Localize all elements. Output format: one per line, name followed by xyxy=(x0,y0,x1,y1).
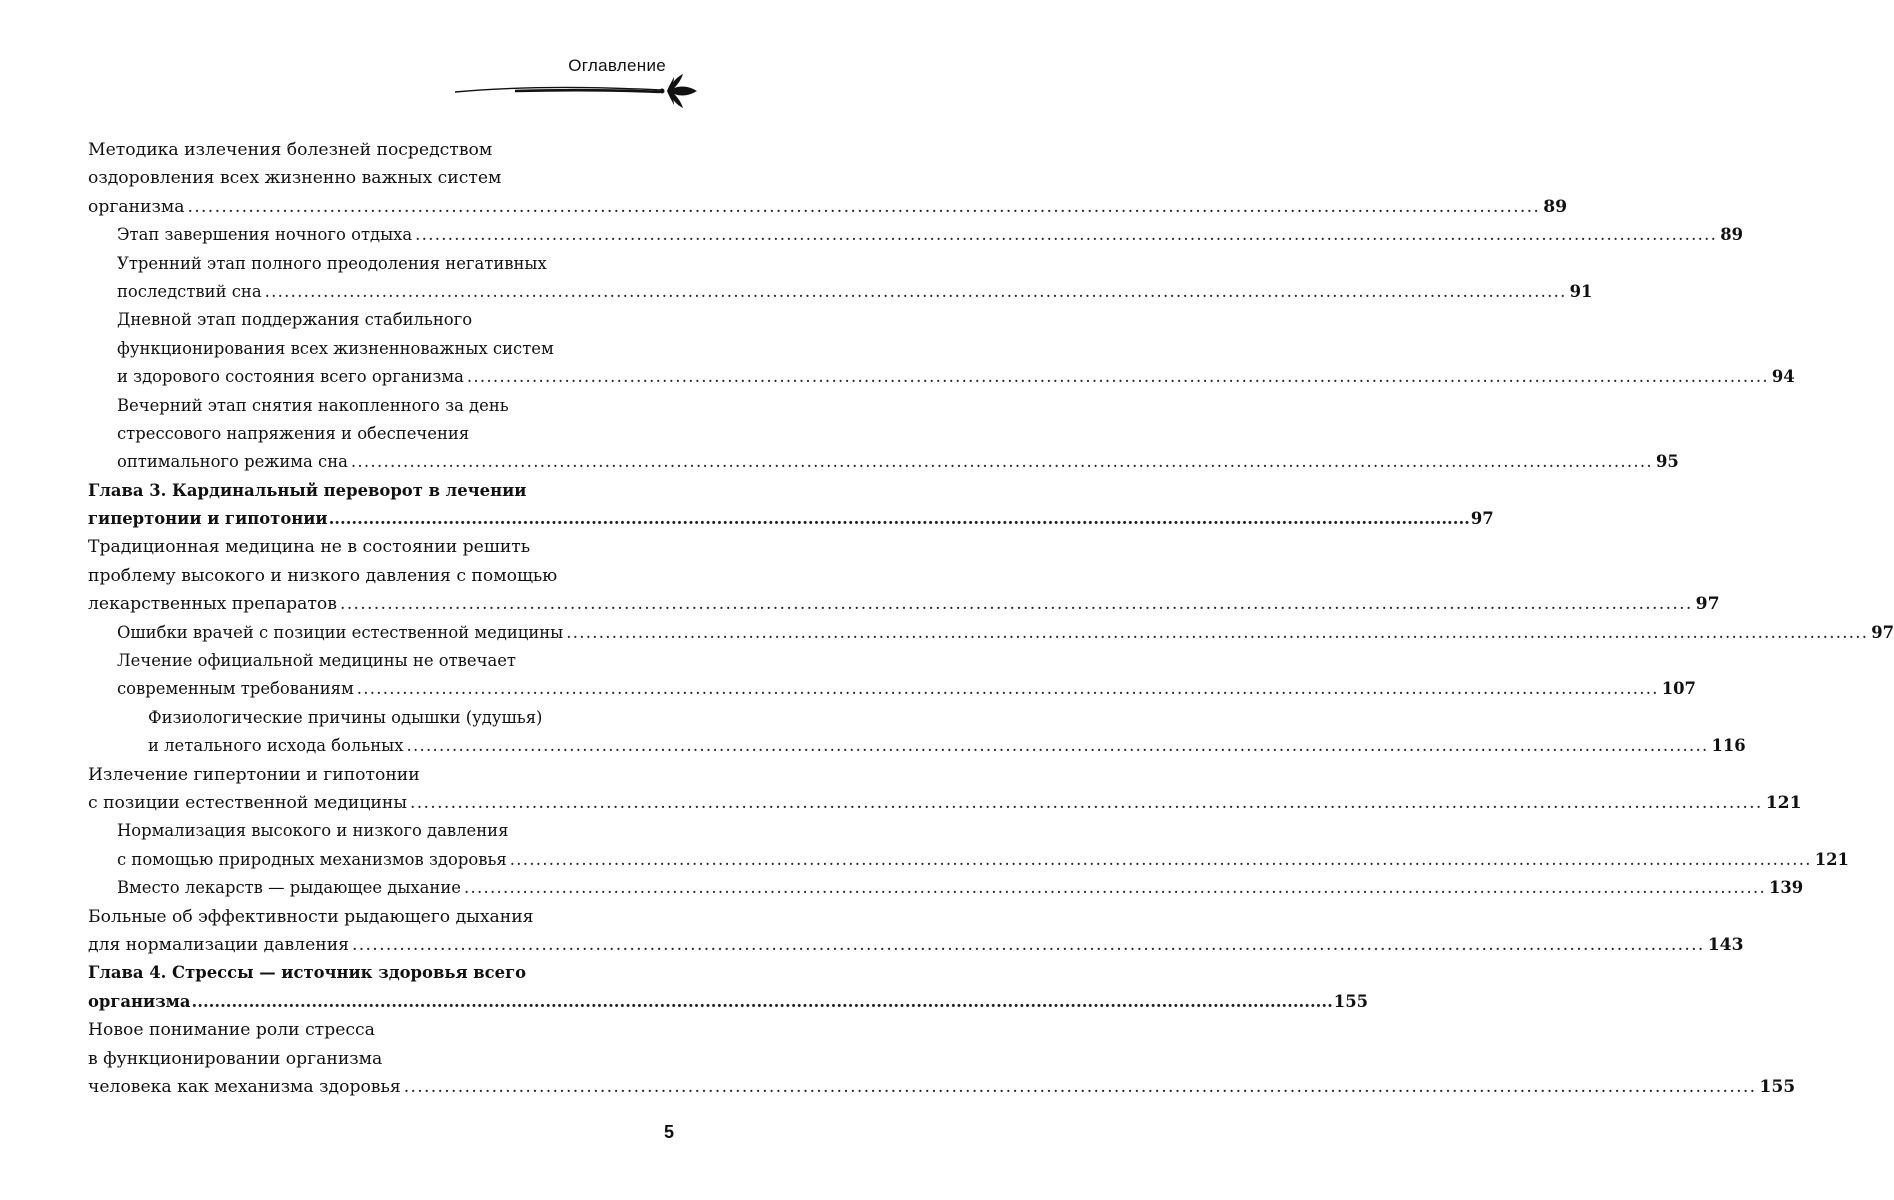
toc-entry-line: Утренний этап полного преодоления негативных xyxy=(117,253,547,273)
toc-entry[interactable] xyxy=(88,477,1494,534)
toc-entry-line: Лечение официальной медицины не отвечает xyxy=(117,651,516,671)
toc-entry[interactable] xyxy=(88,817,1849,874)
toc-page-number: 143 xyxy=(1707,934,1744,955)
toc-entry-line: Методика излечения болезней посредством xyxy=(88,140,493,160)
toc-entry[interactable] xyxy=(88,306,1795,391)
toc-entry-final-line xyxy=(88,789,1802,817)
toc-page-number: 155 xyxy=(1759,1076,1796,1097)
toc-entry-final-line xyxy=(88,874,1804,902)
toc-entry-final-line xyxy=(88,448,1679,476)
toc-entry-title: организма xyxy=(88,991,191,1011)
toc-entry[interactable] xyxy=(88,533,1720,618)
page-number: 5 xyxy=(664,1122,675,1142)
toc-page-number: 89 xyxy=(1543,196,1568,217)
dot-leader: ........................................................................................................................................................................................................ xyxy=(352,934,1705,955)
flourish-ornament-icon xyxy=(455,70,705,110)
toc-entry-title: гипертонии и гипотонии xyxy=(88,509,328,529)
toc-entry-title: с позиции естественной медицины xyxy=(88,792,408,813)
dot-leader: ........................................................................................................................................................................................................ xyxy=(403,1076,1757,1097)
toc-entry[interactable] xyxy=(88,136,1568,221)
toc-entry-line: функционирования всех жизненноважных систем xyxy=(117,338,554,358)
toc-entry-title: и здорового состояния всего организма xyxy=(117,367,464,387)
toc-page-number: 97 xyxy=(1695,594,1720,615)
toc-entry[interactable] xyxy=(88,392,1679,477)
toc-entry-line: Дневной этап поддержания стабильного xyxy=(117,310,473,330)
toc-entry-line: Физиологические причины одышки (удушья) xyxy=(148,707,543,727)
dot-leader: ........................................................................................................................................................................................................ xyxy=(339,594,1693,615)
toc-entry-line: Нормализация высокого и низкого давления xyxy=(117,821,509,841)
toc-page-number: 121 xyxy=(1814,849,1849,869)
toc-page-number: 107 xyxy=(1661,679,1696,699)
toc-entry-final-line xyxy=(88,363,1795,391)
toc-entry-line: Глава 3. Кардинальный переворот в лечении xyxy=(88,480,527,500)
toc-entry-title: для нормализации давления xyxy=(88,934,350,955)
dot-leader: ........................................................................................................................................................................................................ xyxy=(264,281,1567,301)
toc-entry-final-line xyxy=(88,619,1894,647)
toc-entry-final-line xyxy=(88,590,1720,618)
toc-entry[interactable] xyxy=(88,1016,1796,1101)
toc-entry-final-line xyxy=(88,675,1696,703)
toc-entry-line: проблему высокого и низкого давления с помощью xyxy=(88,565,558,586)
toc-entry-title: человека как механизма здоровья xyxy=(88,1076,401,1097)
toc-entry-final-line xyxy=(88,931,1744,959)
dot-leader: ........................................................................................................................................................................................................ xyxy=(187,196,1541,217)
dot-leader: ........................................................................................................................................................................................................ xyxy=(191,991,1333,1011)
toc-entry-final-line xyxy=(88,732,1746,760)
toc-entry-title: лекарственных препаратов xyxy=(88,594,337,615)
toc-entry-final-line xyxy=(88,1073,1796,1101)
toc-page-number: 91 xyxy=(1569,281,1593,301)
toc-entry-final-line xyxy=(88,193,1568,221)
dot-leader: ........................................................................................................................................................................................................ xyxy=(466,367,1769,387)
toc-entry-line: Новое понимание роли стресса xyxy=(88,1020,375,1041)
toc-page-number: 89 xyxy=(1720,225,1744,245)
toc-entry-line: в функционировании организма xyxy=(88,1048,383,1069)
table-of-contents xyxy=(88,136,1894,1101)
toc-page-number: 139 xyxy=(1768,878,1804,898)
toc-page-number: 116 xyxy=(1711,736,1746,756)
toc-page-number: 94 xyxy=(1771,367,1795,387)
toc-entry-line: Глава 4. Стрессы — источник здоровья всего xyxy=(88,963,527,983)
toc-entry-final-line xyxy=(88,278,1593,306)
toc-entry-final-line xyxy=(88,221,1744,249)
toc-entry[interactable] xyxy=(88,250,1593,307)
toc-entry-line: Излечение гипертонии и гипотонии xyxy=(88,764,420,785)
toc-entry-line: Больные об эффективности рыдающего дыхания xyxy=(88,906,534,927)
toc-entry[interactable] xyxy=(88,221,1744,249)
toc-entry[interactable] xyxy=(88,619,1894,647)
toc-entry[interactable] xyxy=(88,647,1696,704)
toc-entry-line: стрессового напряжения и обеспечения xyxy=(117,423,470,443)
toc-entry-title: Вместо лекарств — рыдающее дыхание xyxy=(117,878,461,898)
toc-entry-title: оптимального режима сна xyxy=(117,452,348,472)
toc-entry[interactable] xyxy=(88,874,1804,902)
dot-leader: ........................................................................................................................................................................................................ xyxy=(406,736,1709,756)
toc-entry-title: организма xyxy=(88,196,185,217)
running-header: Оглавление xyxy=(568,56,666,75)
toc-entry-final-line xyxy=(88,988,1369,1016)
dot-leader: ........................................................................................................................................................................................................ xyxy=(463,878,1766,898)
dot-leader: ........................................................................................................................................................................................................ xyxy=(509,849,1812,869)
toc-page-number: 155 xyxy=(1333,991,1369,1011)
toc-entry-line: оздоровления всех жизненно важных систем xyxy=(88,168,502,189)
toc-entry-title: последствий сна xyxy=(117,281,262,301)
toc-entry[interactable] xyxy=(88,959,1369,1016)
toc-page-number: 97 xyxy=(1470,509,1494,529)
toc-page-number: 97 xyxy=(1871,622,1894,642)
toc-page-number: 121 xyxy=(1765,792,1802,813)
toc-entry-final-line xyxy=(88,505,1494,533)
toc-page-number: 95 xyxy=(1655,452,1679,472)
dot-leader: ........................................................................................................................................................................................................ xyxy=(356,679,1659,699)
toc-entry-title: Этап завершения ночного отдыха xyxy=(117,225,413,245)
toc-entry-title: современным требованиям xyxy=(117,679,354,699)
toc-entry[interactable] xyxy=(88,903,1744,960)
dot-leader: ........................................................................................................................................................................................................ xyxy=(415,225,1718,245)
dot-leader: ........................................................................................................................................................................................................ xyxy=(566,622,1869,642)
toc-entry-title: Ошибки врачей с позиции естественной медицины xyxy=(117,622,564,642)
toc-entry-title: и летального исхода больных xyxy=(148,736,404,756)
toc-entry-line: Традиционная медицина не в состоянии решить xyxy=(88,537,531,558)
dot-leader: ........................................................................................................................................................................................................ xyxy=(328,509,1470,529)
toc-entry-title: с помощью природных механизмов здоровья xyxy=(117,849,507,869)
dot-leader: ........................................................................................................................................................................................................ xyxy=(410,792,1763,813)
toc-entry[interactable] xyxy=(88,704,1746,761)
dot-leader: ........................................................................................................................................................................................................ xyxy=(350,452,1653,472)
toc-entry[interactable] xyxy=(88,761,1802,818)
toc-entry-final-line xyxy=(88,846,1849,874)
toc-entry-line: Вечерний этап снятия накопленного за день xyxy=(117,395,509,415)
